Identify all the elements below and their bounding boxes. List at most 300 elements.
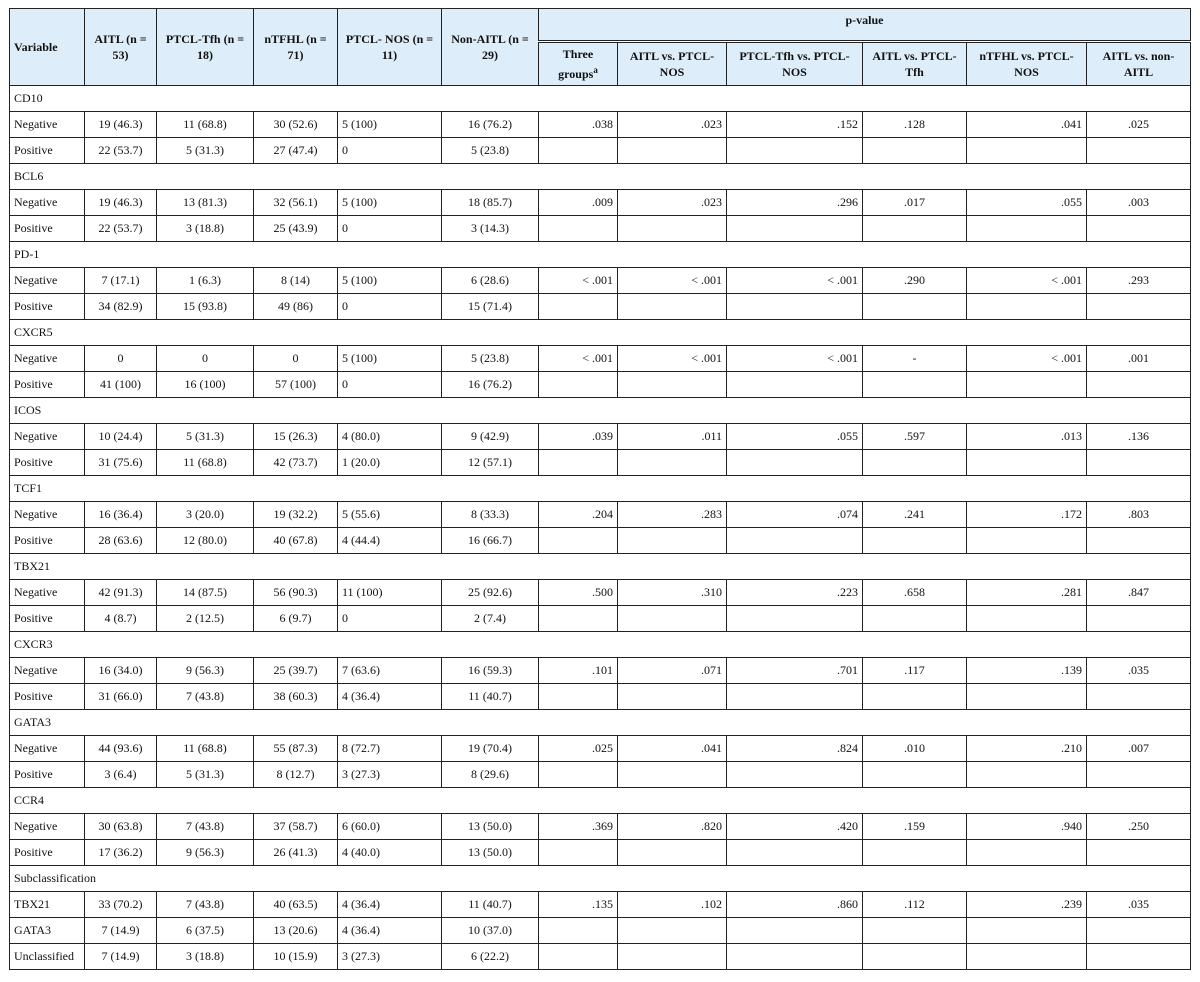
header-pvalue-label: AITL vs. PTCL-Tfh <box>872 49 957 79</box>
pvalue-cell: .101 <box>539 658 618 684</box>
pvalue-cell <box>967 840 1087 866</box>
table-row <box>10 580 1191 606</box>
pvalue-cell: .117 <box>863 658 967 684</box>
group-value-cell: 30 (63.8) <box>85 814 157 840</box>
header-group-ptcl-nos: PTCL- NOS (n = 11) <box>338 9 442 86</box>
pvalue-cell: .152 <box>727 112 863 138</box>
row-label: Positive <box>10 528 85 554</box>
group-value-cell: 3 (18.8) <box>157 944 254 970</box>
group-value-cell: 22 (53.7) <box>85 216 157 242</box>
table-row <box>10 424 1191 450</box>
pvalue-cell <box>863 528 967 554</box>
pvalue-cell <box>727 138 863 164</box>
group-value-cell: 5 (55.6) <box>338 502 442 528</box>
pvalue-cell <box>618 918 727 944</box>
group-value-cell: 42 (73.7) <box>254 450 338 476</box>
pvalue-cell <box>618 606 727 632</box>
pvalue-cell: .283 <box>618 502 727 528</box>
group-value-cell: 14 (87.5) <box>157 580 254 606</box>
pvalue-cell <box>863 216 967 242</box>
row-label: GATA3 <box>10 918 85 944</box>
group-value-cell: 31 (66.0) <box>85 684 157 710</box>
group-value-cell: 13 (20.6) <box>254 918 338 944</box>
group-value-cell: 5 (100) <box>338 268 442 294</box>
group-value-cell: 5 (23.8) <box>442 346 539 372</box>
section-label: CXCR3 <box>10 632 1191 658</box>
group-value-cell: 19 (46.3) <box>85 190 157 216</box>
group-value-cell: 40 (67.8) <box>254 528 338 554</box>
group-value-cell: 9 (56.3) <box>157 840 254 866</box>
pvalue-cell: - <box>863 346 967 372</box>
pvalue-cell <box>539 450 618 476</box>
pvalue-cell: .159 <box>863 814 967 840</box>
group-value-cell: 3 (20.0) <box>157 502 254 528</box>
pvalue-cell: .420 <box>727 814 863 840</box>
pvalue-cell: .803 <box>1087 502 1191 528</box>
header-pvalue-col-2 <box>727 42 863 86</box>
group-value-cell: 10 (37.0) <box>442 918 539 944</box>
pvalue-cell: .001 <box>1087 346 1191 372</box>
group-value-cell: 15 (93.8) <box>157 294 254 320</box>
pvalue-cell: .025 <box>539 736 618 762</box>
pvalue-cell <box>727 762 863 788</box>
group-value-cell: 37 (58.7) <box>254 814 338 840</box>
row-label: Negative <box>10 424 85 450</box>
group-value-cell: 10 (24.4) <box>85 424 157 450</box>
group-value-cell: 13 (50.0) <box>442 814 539 840</box>
table-row <box>10 112 1191 138</box>
pvalue-cell: .824 <box>727 736 863 762</box>
section-row <box>10 554 1191 580</box>
group-value-cell: 7 (17.1) <box>85 268 157 294</box>
pvalue-cell <box>967 762 1087 788</box>
row-label: Positive <box>10 606 85 632</box>
group-value-cell: 17 (36.2) <box>85 840 157 866</box>
group-value-cell: 11 (68.8) <box>157 450 254 476</box>
header-pvalue-col-3 <box>863 42 967 86</box>
row-label: Positive <box>10 216 85 242</box>
group-value-cell: 4 (80.0) <box>338 424 442 450</box>
group-value-cell: 4 (44.4) <box>338 528 442 554</box>
section-row <box>10 866 1191 892</box>
pvalue-cell: .039 <box>539 424 618 450</box>
pvalue-cell <box>967 684 1087 710</box>
group-value-cell: 27 (47.4) <box>254 138 338 164</box>
group-value-cell: 26 (41.3) <box>254 840 338 866</box>
pvalue-cell <box>1087 840 1191 866</box>
pvalue-cell <box>1087 294 1191 320</box>
section-row <box>10 788 1191 814</box>
pvalue-cell <box>618 528 727 554</box>
group-value-cell: 42 (91.3) <box>85 580 157 606</box>
group-value-cell: 57 (100) <box>254 372 338 398</box>
pvalue-cell: .658 <box>863 580 967 606</box>
pvalue-cell <box>863 918 967 944</box>
pvalue-cell: .281 <box>967 580 1087 606</box>
pvalue-cell <box>967 918 1087 944</box>
section-label: PD-1 <box>10 242 1191 268</box>
group-value-cell: 19 (70.4) <box>442 736 539 762</box>
row-label: Negative <box>10 736 85 762</box>
group-value-cell: 6 (9.7) <box>254 606 338 632</box>
table-row <box>10 294 1191 320</box>
group-value-cell: 0 <box>338 372 442 398</box>
pvalue-cell: .041 <box>967 112 1087 138</box>
pvalue-cell <box>863 840 967 866</box>
group-value-cell: 28 (63.6) <box>85 528 157 554</box>
table-row <box>10 190 1191 216</box>
header-pvalue-label: AITL vs. PTCL-NOS <box>629 49 715 79</box>
group-value-cell: 40 (63.5) <box>254 892 338 918</box>
group-value-cell: 16 (36.4) <box>85 502 157 528</box>
group-value-cell: 15 (26.3) <box>254 424 338 450</box>
header-pvalue-col-1 <box>618 42 727 86</box>
section-label: BCL6 <box>10 164 1191 190</box>
header-group-ptcl-tfh: PTCL-Tfh (n = 18) <box>157 9 254 86</box>
group-value-cell: 0 <box>85 346 157 372</box>
pvalue-cell <box>863 294 967 320</box>
group-value-cell: 6 (37.5) <box>157 918 254 944</box>
pvalue-cell <box>863 944 967 970</box>
group-value-cell: 16 (76.2) <box>442 372 539 398</box>
pvalue-cell <box>539 840 618 866</box>
pvalue-cell: .007 <box>1087 736 1191 762</box>
pvalue-cell: .009 <box>539 190 618 216</box>
pvalue-cell: .003 <box>1087 190 1191 216</box>
pvalue-cell: .038 <box>539 112 618 138</box>
row-label: Negative <box>10 658 85 684</box>
header-group-aitl: AITL (n = 53) <box>85 9 157 86</box>
group-value-cell: 19 (46.3) <box>85 112 157 138</box>
pvalue-cell <box>727 294 863 320</box>
pvalue-cell <box>863 762 967 788</box>
table-row <box>10 606 1191 632</box>
table-row <box>10 346 1191 372</box>
group-value-cell: 7 (43.8) <box>157 892 254 918</box>
section-label: ICOS <box>10 398 1191 424</box>
pvalue-cell <box>1087 450 1191 476</box>
pvalue-cell <box>727 918 863 944</box>
section-row <box>10 398 1191 424</box>
pvalue-cell <box>1087 216 1191 242</box>
row-label: Positive <box>10 372 85 398</box>
group-value-cell: 11 (68.8) <box>157 112 254 138</box>
pvalue-cell: .112 <box>863 892 967 918</box>
pvalue-cell <box>539 372 618 398</box>
pvalue-cell: < .001 <box>727 346 863 372</box>
row-label: TBX21 <box>10 892 85 918</box>
group-value-cell: 2 (12.5) <box>157 606 254 632</box>
pvalue-cell: < .001 <box>727 268 863 294</box>
header-pvalue-col-4 <box>967 42 1087 86</box>
pvalue-cell: .204 <box>539 502 618 528</box>
pvalue-cell <box>539 684 618 710</box>
group-value-cell: 33 (70.2) <box>85 892 157 918</box>
section-label: GATA3 <box>10 710 1191 736</box>
pvalue-cell: .139 <box>967 658 1087 684</box>
pvalue-cell: < .001 <box>967 346 1087 372</box>
pvalue-cell: .860 <box>727 892 863 918</box>
pvalue-cell <box>863 684 967 710</box>
group-value-cell: 0 <box>338 216 442 242</box>
table-row <box>10 658 1191 684</box>
group-value-cell: 6 (60.0) <box>338 814 442 840</box>
pvalue-cell: .017 <box>863 190 967 216</box>
section-label: Subclassification <box>10 866 1191 892</box>
header-variable: Variable <box>10 9 85 86</box>
row-label: Negative <box>10 580 85 606</box>
row-label: Negative <box>10 346 85 372</box>
group-value-cell: 0 <box>254 346 338 372</box>
table-row <box>10 268 1191 294</box>
pvalue-cell: < .001 <box>967 268 1087 294</box>
pvalue-cell: .025 <box>1087 112 1191 138</box>
group-value-cell: 0 <box>338 294 442 320</box>
group-value-cell: 34 (82.9) <box>85 294 157 320</box>
group-value-cell: 8 (14) <box>254 268 338 294</box>
pvalue-cell: .055 <box>727 424 863 450</box>
pvalue-cell <box>539 918 618 944</box>
section-row <box>10 242 1191 268</box>
table-row <box>10 450 1191 476</box>
group-value-cell: 4 (8.7) <box>85 606 157 632</box>
pvalue-cell: .290 <box>863 268 967 294</box>
row-label: Negative <box>10 268 85 294</box>
pvalue-cell <box>727 528 863 554</box>
pvalue-cell <box>618 840 727 866</box>
table-row <box>10 216 1191 242</box>
pvalue-cell <box>727 372 863 398</box>
row-label: Positive <box>10 840 85 866</box>
group-value-cell: 5 (31.3) <box>157 424 254 450</box>
pvalue-cell <box>967 138 1087 164</box>
table-row <box>10 892 1191 918</box>
pvalue-cell: .223 <box>727 580 863 606</box>
pvalue-cell: .500 <box>539 580 618 606</box>
table-row <box>10 840 1191 866</box>
group-value-cell: 11 (100) <box>338 580 442 606</box>
pvalue-cell: .369 <box>539 814 618 840</box>
row-label: Negative <box>10 190 85 216</box>
table-row <box>10 736 1191 762</box>
pvalue-cell <box>618 762 727 788</box>
pvalue-cell: .023 <box>618 112 727 138</box>
group-value-cell: 8 (12.7) <box>254 762 338 788</box>
header-pvalue-label: AITL vs. non-AITL <box>1102 49 1175 79</box>
section-row <box>10 320 1191 346</box>
pvalue-cell: .597 <box>863 424 967 450</box>
pvalue-cell <box>618 138 727 164</box>
group-value-cell: 6 (22.2) <box>442 944 539 970</box>
section-label: CCR4 <box>10 788 1191 814</box>
group-value-cell: 8 (72.7) <box>338 736 442 762</box>
pvalue-cell: < .001 <box>618 346 727 372</box>
pvalue-cell <box>967 606 1087 632</box>
group-value-cell: 22 (53.7) <box>85 138 157 164</box>
section-row <box>10 86 1191 112</box>
pvalue-cell: .135 <box>539 892 618 918</box>
pvalue-cell: .035 <box>1087 658 1191 684</box>
pvalue-cell: .310 <box>618 580 727 606</box>
pvalue-cell: .136 <box>1087 424 1191 450</box>
pvalue-cell <box>1087 606 1191 632</box>
group-value-cell: 25 (92.6) <box>442 580 539 606</box>
group-value-cell: 56 (90.3) <box>254 580 338 606</box>
header-footnote-marker: a <box>593 65 598 75</box>
pvalue-cell <box>727 450 863 476</box>
group-value-cell: 12 (80.0) <box>157 528 254 554</box>
row-label: Positive <box>10 684 85 710</box>
pvalue-cell: < .001 <box>618 268 727 294</box>
section-row <box>10 632 1191 658</box>
header-pvalue-label: nTFHL vs. PTCL-NOS <box>979 49 1074 79</box>
pvalue-cell: .701 <box>727 658 863 684</box>
group-value-cell: 0 <box>338 138 442 164</box>
section-label: TBX21 <box>10 554 1191 580</box>
group-value-cell: 5 (31.3) <box>157 138 254 164</box>
group-value-cell: 16 (59.3) <box>442 658 539 684</box>
pvalue-cell <box>967 528 1087 554</box>
section-row <box>10 710 1191 736</box>
pvalue-cell <box>618 944 727 970</box>
group-value-cell: 16 (66.7) <box>442 528 539 554</box>
pvalue-cell <box>727 840 863 866</box>
table-row <box>10 762 1191 788</box>
pvalue-cell: .102 <box>618 892 727 918</box>
pvalue-cell: .074 <box>727 502 863 528</box>
row-label: Positive <box>10 762 85 788</box>
row-label: Negative <box>10 112 85 138</box>
group-value-cell: 5 (31.3) <box>157 762 254 788</box>
pvalue-cell: < .001 <box>539 268 618 294</box>
pvalue-cell <box>727 216 863 242</box>
table-body <box>10 86 1191 970</box>
pvalue-cell <box>1087 528 1191 554</box>
group-value-cell: 30 (52.6) <box>254 112 338 138</box>
group-value-cell: 12 (57.1) <box>442 450 539 476</box>
header-pvalue: p-value <box>539 9 1191 42</box>
table-container <box>9 8 1191 970</box>
pvalue-cell: .011 <box>618 424 727 450</box>
group-value-cell: 8 (33.3) <box>442 502 539 528</box>
pvalue-cell <box>539 762 618 788</box>
pvalue-cell <box>863 606 967 632</box>
header-row-1 <box>10 9 1191 42</box>
pvalue-cell <box>727 944 863 970</box>
group-value-cell: 9 (56.3) <box>157 658 254 684</box>
pvalue-cell <box>967 216 1087 242</box>
group-value-cell: 7 (43.8) <box>157 684 254 710</box>
table-row <box>10 528 1191 554</box>
pvalue-cell <box>1087 684 1191 710</box>
pvalue-cell: < .001 <box>539 346 618 372</box>
pvalue-cell <box>1087 138 1191 164</box>
group-value-cell: 11 (40.7) <box>442 892 539 918</box>
pvalue-cell: .023 <box>618 190 727 216</box>
pvalue-cell <box>618 294 727 320</box>
pvalue-cell: .041 <box>618 736 727 762</box>
section-label: TCF1 <box>10 476 1191 502</box>
group-value-cell: 0 <box>338 606 442 632</box>
header-pvalue-label: Three groups <box>558 47 594 81</box>
pvalue-cell <box>539 138 618 164</box>
pvalue-cell: .071 <box>618 658 727 684</box>
section-row <box>10 164 1191 190</box>
table-row <box>10 684 1191 710</box>
group-value-cell: 4 (36.4) <box>338 918 442 944</box>
pvalue-cell <box>1087 944 1191 970</box>
group-value-cell: 11 (68.8) <box>157 736 254 762</box>
header-pvalue-col-5 <box>1087 42 1191 86</box>
row-label: Unclassified <box>10 944 85 970</box>
group-value-cell: 3 (14.3) <box>442 216 539 242</box>
pvalue-cell <box>618 450 727 476</box>
group-value-cell: 16 (100) <box>157 372 254 398</box>
group-value-cell: 5 (100) <box>338 112 442 138</box>
group-value-cell: 19 (32.2) <box>254 502 338 528</box>
pvalue-cell <box>967 294 1087 320</box>
group-value-cell: 13 (81.3) <box>157 190 254 216</box>
group-value-cell: 1 (6.3) <box>157 268 254 294</box>
group-value-cell: 1 (20.0) <box>338 450 442 476</box>
group-value-cell: 5 (100) <box>338 346 442 372</box>
pvalue-cell <box>967 372 1087 398</box>
group-value-cell: 55 (87.3) <box>254 736 338 762</box>
header-group-non-aitl: Non-AITL (n = 29) <box>442 9 539 86</box>
pvalue-cell: .241 <box>863 502 967 528</box>
group-value-cell: 31 (75.6) <box>85 450 157 476</box>
group-value-cell: 7 (14.9) <box>85 944 157 970</box>
group-value-cell: 0 <box>157 346 254 372</box>
pvalue-cell: .172 <box>967 502 1087 528</box>
group-value-cell: 3 (27.3) <box>338 762 442 788</box>
pvalue-cell <box>967 944 1087 970</box>
table-row <box>10 372 1191 398</box>
group-value-cell: 44 (93.6) <box>85 736 157 762</box>
pvalue-cell: .820 <box>618 814 727 840</box>
pvalue-cell <box>539 216 618 242</box>
pvalue-cell: .250 <box>1087 814 1191 840</box>
pvalue-cell <box>967 450 1087 476</box>
section-label: CXCR5 <box>10 320 1191 346</box>
pvalue-cell <box>863 138 967 164</box>
data-table <box>9 8 1191 970</box>
group-value-cell: 11 (40.7) <box>442 684 539 710</box>
pvalue-cell: .013 <box>967 424 1087 450</box>
pvalue-cell: .940 <box>967 814 1087 840</box>
section-row <box>10 476 1191 502</box>
group-value-cell: 32 (56.1) <box>254 190 338 216</box>
pvalue-cell <box>1087 372 1191 398</box>
pvalue-cell: .210 <box>967 736 1087 762</box>
group-value-cell: 13 (50.0) <box>442 840 539 866</box>
row-label: Negative <box>10 814 85 840</box>
pvalue-cell <box>539 606 618 632</box>
group-value-cell: 38 (60.3) <box>254 684 338 710</box>
group-value-cell: 3 (6.4) <box>85 762 157 788</box>
table-row <box>10 138 1191 164</box>
group-value-cell: 5 (23.8) <box>442 138 539 164</box>
pvalue-cell: .296 <box>727 190 863 216</box>
pvalue-cell <box>539 944 618 970</box>
group-value-cell: 3 (27.3) <box>338 944 442 970</box>
section-label: CD10 <box>10 86 1191 112</box>
group-value-cell: 5 (100) <box>338 190 442 216</box>
row-label: Negative <box>10 502 85 528</box>
group-value-cell: 8 (29.6) <box>442 762 539 788</box>
pvalue-cell: .847 <box>1087 580 1191 606</box>
table-row <box>10 944 1191 970</box>
